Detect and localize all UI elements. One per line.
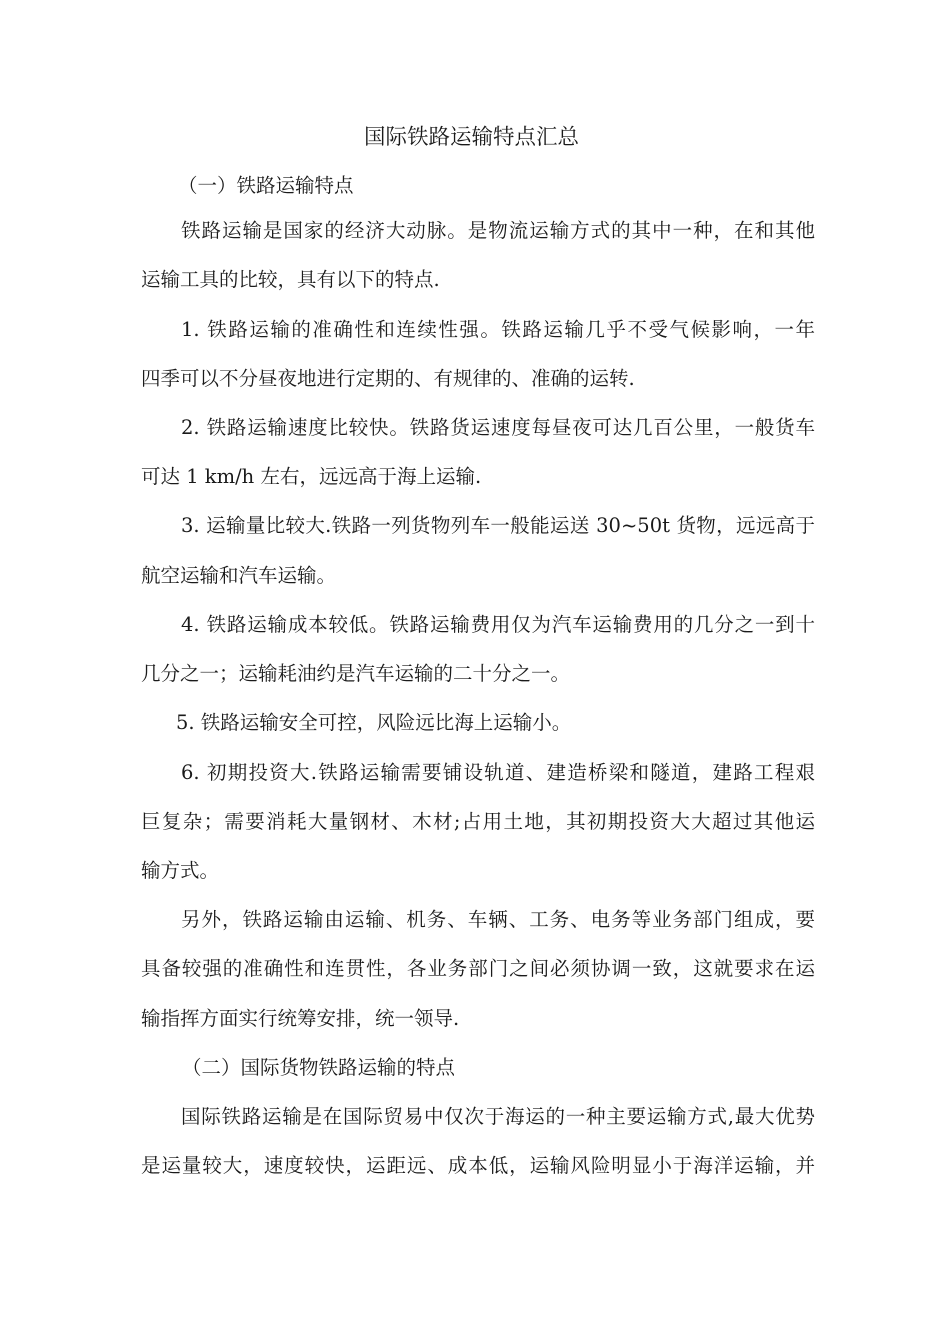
paragraph-line: 6. 初期投资大.铁路运输需要铺设轨道、建造桥梁和隧道，建路工程艰: [181, 761, 815, 784]
paragraph-line: 是运量较大，速度较快，运距远、成本低，运输风险明显小于海洋运输，并: [141, 1154, 815, 1177]
paragraph-line: 巨复杂；需要消耗大量钢材、木材;占用土地，其初期投资大大超过其他运: [141, 810, 815, 833]
paragraph-line: 航空运输和汽车运输。: [141, 564, 337, 587]
section-heading-1: （一）铁路运输特点: [178, 174, 354, 197]
paragraph-line: 另外，铁路运输由运输、机务、车辆、工务、电务等业务部门组成，要: [181, 908, 815, 931]
paragraph-line: 国际铁路运输是在国际贸易中仅次于海运的一种主要运输方式,最大优势: [181, 1105, 815, 1128]
paragraph-line: 四季可以不分昼夜地进行定期的、有规律的、准确的运转.: [141, 367, 635, 390]
paragraph-line: 输方式。: [141, 859, 220, 882]
paragraph-line: 铁路运输是国家的经济大动脉。是物流运输方式的其中一种，在和其他: [181, 219, 815, 242]
paragraph-line: 5. 铁路运输安全可控，风险远比海上运输小。: [176, 711, 572, 734]
document-title: 国际铁路运输特点汇总: [364, 125, 580, 150]
paragraph-line: 可达 1 km/h 左右，远远高于海上运输.: [141, 465, 482, 488]
paragraph-line: 1. 铁路运输的准确性和连续性强。铁路运输几乎不受气候影响，一年: [181, 318, 815, 341]
section-heading-2: （二）国际货物铁路运输的特点: [182, 1056, 456, 1079]
paragraph-line: 3. 运输量比较大.铁路一列货物列车一般能运送 30~50t 货物，远远高于: [181, 514, 815, 537]
paragraph-line: 输指挥方面实行统筹安排，统一领导.: [141, 1007, 460, 1030]
paragraph-line: 几分之一；运输耗油约是汽车运输的二十分之一。: [141, 662, 571, 685]
paragraph-line: 运输工具的比较，具有以下的特点.: [141, 268, 440, 291]
paragraph-line: 2. 铁路运输速度比较快。铁路货运速度每昼夜可达几百公里，一般货车: [181, 416, 815, 439]
paragraph-line: 4. 铁路运输成本较低。铁路运输费用仅为汽车运输费用的几分之一到十: [181, 613, 815, 636]
paragraph-line: 具备较强的准确性和连贯性，各业务部门之间必须协调一致，这就要求在运: [141, 957, 815, 980]
